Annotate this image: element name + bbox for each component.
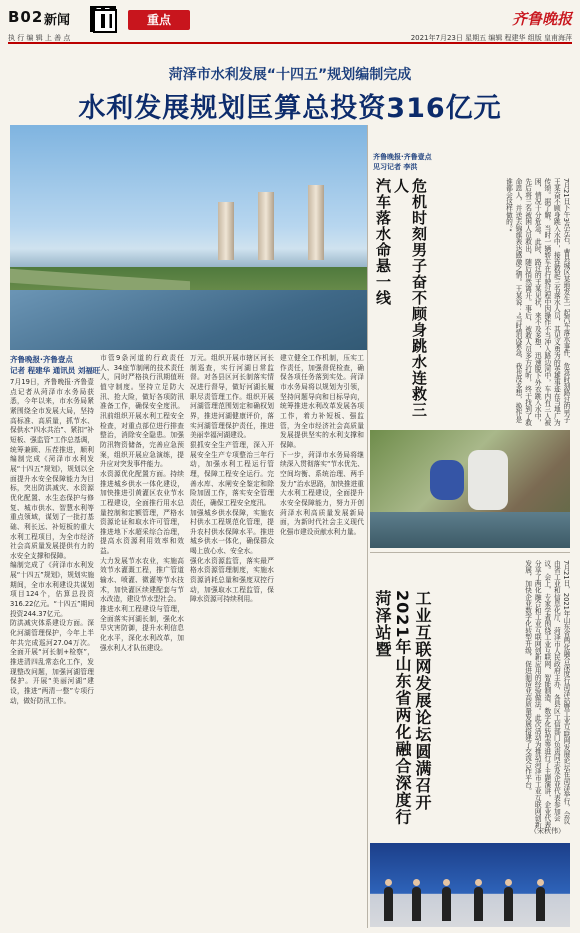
section-tab: 重点 xyxy=(128,10,190,30)
forum-stage-photo xyxy=(370,843,570,927)
person-figure xyxy=(412,887,421,921)
story2-text: 7月21日下午3点左右，曹县城区某地发生一起汽车落水事件，危急时刻路过的男子王某奋不顾身跳入水中，接连救起三名落水人员，其见义勇为的英雄事迹在当地广为传颂。据了解，当时一辆轿车在行驶过程中因操作不当冲入路边河中，车内有三人被困，情况十分危急。此时，路过的王某见状，来不及多想，迅速脱下外衣跳入水中，先后将三名被困人员救出，随后悄然离开。事后，被救人员多方打听，终于找到了救命恩人，并送去锦旗表达感激之情。王某说：“当时情况紧急，我也没多想，换作是谁都会这样做的。” xyxy=(504,178,570,426)
story-divider xyxy=(370,552,570,553)
page-number: B02 xyxy=(8,8,44,26)
person-figure xyxy=(504,887,513,921)
person-figure xyxy=(442,887,451,921)
person-figure xyxy=(536,887,545,921)
person-figure xyxy=(384,887,393,921)
masthead xyxy=(8,6,572,44)
water-rescue-photo xyxy=(370,430,570,548)
lead-column-3: 万元。组织开展市辖区河长制巡查，实行河湖日常监督。对各县区河长制落实情况进行督导，做好河湖长履职尽责管理工作。组织开展河湖管理范围划定和确权划界，推进河湖健康评价，落实河湖管理保护责任，推进美丽幸福河湖建设。 狠抓安全生产管理，深入开展安全生产专项整治三年行动，加强水利工程运行管理，保障工程安全运行。完善水库、水闸安全鉴定和除险加固工作，落实安全管理责任，确保工程安全度汛。 加强城乡供水保障，实施农村供水工程规范化管理，提升农村供水保障水平。推进城乡供水一体化，确保群众喝上放心水、安全水。 强化水资源监管，落实最严格水资源管理制度，实施水资源消耗总量和强度双控行动，加强取水工程监管，保障水资源可持续利用。 xyxy=(190,354,274,604)
lead-headline: 水利发展规划匡算总投资316亿元 xyxy=(78,93,502,124)
city-river-photo xyxy=(10,125,368,350)
section-name: 新闻 xyxy=(44,13,71,28)
qr-code-icon xyxy=(90,6,116,32)
building xyxy=(308,185,324,260)
editor-line: 执 行 编 辑 上 善 点 xyxy=(8,34,71,42)
lead-column-4: 建立健全工作机制，压实工作责任，加强督促检查，确保各项任务落到实处。菏泽市水务局将以规划为引领，坚持问题导向和目标导向，统筹推进水利改革发展各项工作，着力补短板、强监管，为全市经济社会高质量发展提供坚实的水利支撑和保障。 下一步，菏泽市水务局将继续深入贯彻落实“节水优先、空间均衡、系统治理、两手发力”治水思路，加快推进重大水利工程建设，全面提升水安全保障能力，努力开创菏泽水利高质量发展新局面，为新时代社会主义现代化强市建设贡献水利力量。 xyxy=(280,354,364,536)
lead-kicker: 菏泽市水利发展“十四五”规划编制完成 xyxy=(168,67,412,83)
story2-headline: 危机时刻男子奋不顾身跳水连救三人 汽车落水命悬一线 xyxy=(374,178,428,418)
water xyxy=(370,512,570,548)
story3-credit: （宋秋伟） xyxy=(530,827,565,835)
lead-byline: 齐鲁晚报·齐鲁壹点 记者 程建华 通讯员 刘福旺 xyxy=(10,355,101,375)
building xyxy=(218,202,234,260)
lead-column-2: 市管9条河道的行政责任人、34座节制闸的技术责任人，同时严格执行汛期值班值守制度。坚持立足防大汛、抢大险，做好各项防汛准备工作，确保安全度汛。汛前组织开展水利工程安全检查，对重点部位进行排查整治，消除安全隐患。加强防汛物资储备，完善应急预案，组织开展应急演练，提升应对突发事件能力。 水资源优化配置方面。持续推进城乡供水一体化建设，加快推进引黄灌区农业节水工程建设，全面推行用水总量控制和定额管理，严格水资源论证和取水许可管理，推进地下水超采综合治理，提高水资源利用效率和效益。 大力发展节水农业，实施高效节水灌溉工程，推广管道输水、喷灌、微灌等节水技术，加快灌区续建配套与节水改造，建设节水型社会。 推进水利工程建设与管理，全面落实河湖长制，强化水旱灾害防御，提升水利信息化水平，深化水利改革，加强水利人才队伍建设。 xyxy=(100,354,184,652)
column-divider xyxy=(367,125,368,928)
story2-source: 齐鲁晚报·齐鲁壹点 见习记者 李洪 xyxy=(373,153,432,171)
person-figure xyxy=(468,450,508,510)
rescuer-figure xyxy=(430,460,464,500)
newspaper-logo: 齐鲁晚报 xyxy=(511,10,572,28)
story3-headline: 工业互联网发展论坛圆满召开 2021年山东省两化融合深度行菏泽站暨 xyxy=(373,590,432,826)
story3-text: 7月21日，2021年山东省两化融合深度行菏泽站暨工业互联网发展论坛在菏泽举行，会议由省工业和信息化厅、菏泽市人民政府主办，各县区工信部门负责同志及企业代表参加会议。会上，专家学者围绕工业互联网、智能制造、数字化转型等进行了主题演讲，企业代表分享了两化融合和工业互联网创新应用的经验做法。此次活动为推动菏泽市工业互联网创新发展，加快企业数字化转型升级，促进制造业高质量发展搭建了交流合作平台。 xyxy=(523,560,570,828)
building xyxy=(258,192,274,260)
river xyxy=(10,290,368,350)
person-figure xyxy=(474,887,483,921)
lead-column-1: 7月19日，齐鲁晚报·齐鲁壹点记者从菏泽市水务局获悉，今年以来，市水务局紧紧围绕全市发展大局，坚持高标准、高质量，抓节水、保供水“四水共治”、紧扣“补短板、强监管”工作总基调，统筹兼顾、压茬推进，顺利编制完成《菏泽市水利发展“十四五”规划》，规划以全面提升水安全保障能力为目标，突出防洪减灾、水资源优化配置、水生态保护与修复、城市供水、智慧水利等重点领域，谋划了一批打基础、利长远、补短板的重大水利工程项目，为全市经济社会高质量发展提供有力的水安全支撑和保障。 编制完成了《菏泽市水利发展“十四五”规划》，规划实施期间，全市水利建设共谋划项目124个，估算总投资316.22亿元。“十四五”期间投资244.37亿元。 防洪减灾体系建设方面。深化河湖管理保护，今年上半年共完成巡河27.04万次。全面开展“河长制+检察”，推进清四乱常态化工作，发现整改问题，加强河湖管理保护。开展“美丽河湖”建设，推进“两清一整”专项行动，做好防汛工作。 xyxy=(10,378,94,705)
dateline: 2021年7月23日 星期五 编辑 程建华 组版 皇甫海萍 xyxy=(410,34,572,42)
